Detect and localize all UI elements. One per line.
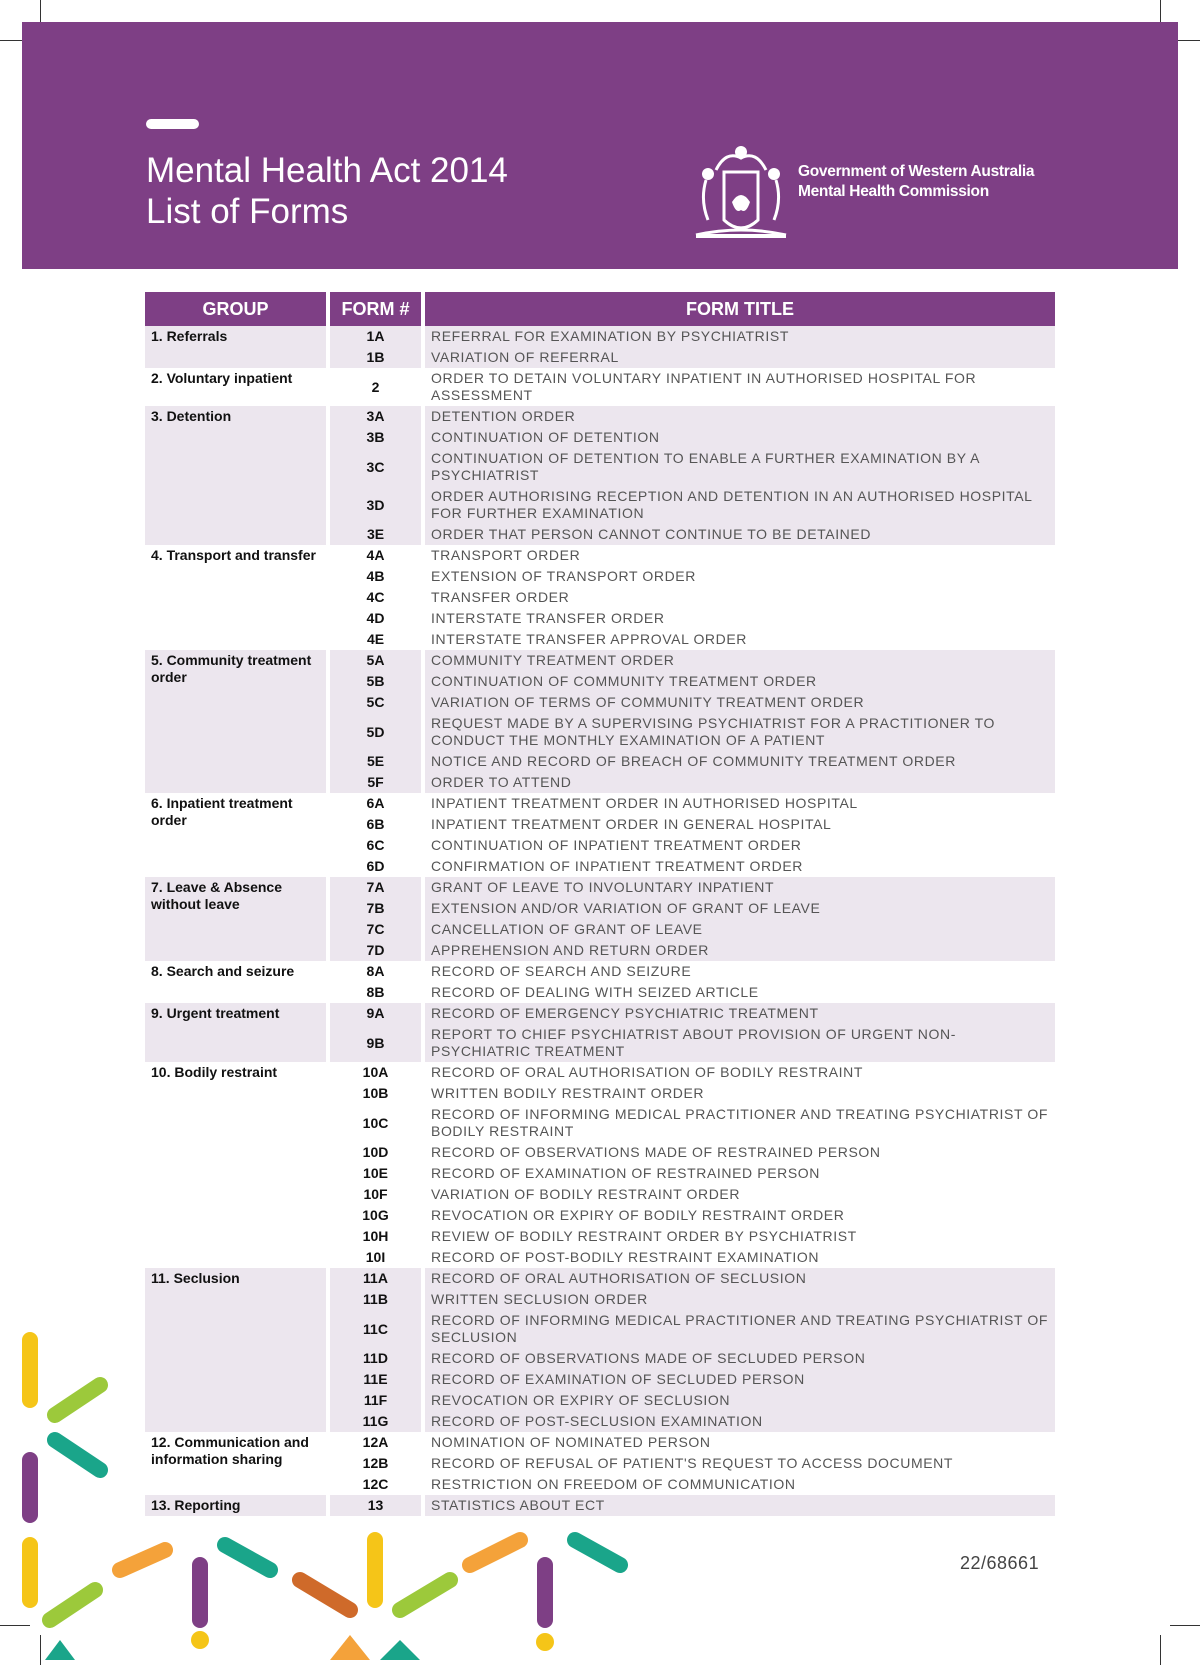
form-number: 11F bbox=[328, 1390, 423, 1411]
form-title: RECORD OF OBSERVATIONS MADE OF RESTRAINED PERSON bbox=[423, 1142, 1055, 1163]
form-title: INPATIENT TREATMENT ORDER IN AUTHORISED HOSPITAL bbox=[423, 793, 1055, 814]
form-title: RECORD OF EMERGENCY PSYCHIATRIC TREATMENT bbox=[423, 1003, 1055, 1024]
form-title: ORDER AUTHORISING RECEPTION AND DETENTION IN AN AUTHORISED HOSPITAL FOR FURTHER EXAMINATION bbox=[423, 486, 1055, 524]
header-group: GROUP bbox=[145, 292, 328, 326]
form-title: WRITTEN BODILY RESTRAINT ORDER bbox=[423, 1083, 1055, 1104]
form-title: RECORD OF REFUSAL OF PATIENT'S REQUEST TO ACCESS DOCUMENT bbox=[423, 1453, 1055, 1474]
form-number: 3E bbox=[328, 524, 423, 545]
group-name: 10. Bodily restraint bbox=[145, 1062, 328, 1268]
group-name: 1. Referrals bbox=[145, 326, 328, 368]
group-name: 11. Seclusion bbox=[145, 1268, 328, 1432]
form-number: 10D bbox=[328, 1142, 423, 1163]
form-title: REQUEST MADE BY A SUPERVISING PSYCHIATRIST FOR A PRACTITIONER TO CONDUCT THE MONTHLY EXAMINATION OF A PATIENT bbox=[423, 713, 1055, 751]
form-title: RECORD OF SEARCH AND SEIZURE bbox=[423, 961, 1055, 982]
decor-petal bbox=[120, 1550, 165, 1570]
group-name: 7. Leave & Absence without leave bbox=[145, 877, 328, 961]
form-title: RECORD OF ORAL AUTHORISATION OF BODILY RESTRAINT bbox=[423, 1062, 1055, 1083]
form-title: CONTINUATION OF DETENTION bbox=[423, 427, 1055, 448]
decor-petal bbox=[55, 1440, 100, 1470]
table-row bbox=[145, 1062, 1055, 1083]
form-number: 6B bbox=[328, 814, 423, 835]
form-number: 10A bbox=[328, 1062, 423, 1083]
form-title: INPATIENT TREATMENT ORDER IN GENERAL HOSPITAL bbox=[423, 814, 1055, 835]
group-name: 8. Search and seizure bbox=[145, 961, 328, 1003]
table-row bbox=[145, 326, 1055, 347]
form-title: ORDER TO DETAIN VOLUNTARY INPATIENT IN AUTHORISED HOSPITAL FOR ASSESSMENT bbox=[423, 368, 1055, 406]
form-title: REVOCATION OR EXPIRY OF SECLUSION bbox=[423, 1390, 1055, 1411]
form-number: 10C bbox=[328, 1104, 423, 1142]
group-name: 4. Transport and transfer bbox=[145, 545, 328, 650]
header-form-number: FORM # bbox=[328, 292, 423, 326]
group-name: 2. Voluntary inpatient bbox=[145, 368, 328, 406]
form-title: CONFIRMATION OF INPATIENT TREATMENT ORDER bbox=[423, 856, 1055, 877]
header-dash bbox=[146, 119, 199, 129]
decorative-flower-graphic bbox=[0, 1300, 640, 1665]
form-title: VARIATION OF REFERRAL bbox=[423, 347, 1055, 368]
form-number: 4A bbox=[328, 545, 423, 566]
form-number: 10B bbox=[328, 1083, 423, 1104]
group-name: 12. Communication and information sharing bbox=[145, 1432, 328, 1495]
form-title: GRANT OF LEAVE TO INVOLUNTARY INPATIENT bbox=[423, 877, 1055, 898]
commission-name: Mental Health Commission bbox=[798, 183, 989, 200]
form-number: 5E bbox=[328, 751, 423, 772]
form-title: RECORD OF DEALING WITH SEIZED ARTICLE bbox=[423, 982, 1055, 1003]
decor-petal bbox=[55, 1385, 100, 1415]
form-number: 13 bbox=[328, 1495, 423, 1516]
form-title: RECORD OF POST-BODILY RESTRAINT EXAMINATION bbox=[423, 1247, 1055, 1268]
table-row bbox=[145, 877, 1055, 898]
form-number: 12C bbox=[328, 1474, 423, 1495]
table-row bbox=[145, 1003, 1055, 1024]
form-title: EXTENSION AND/OR VARIATION OF GRANT OF LEAVE bbox=[423, 898, 1055, 919]
decor-wedge bbox=[380, 1640, 420, 1660]
decor-petal bbox=[300, 1580, 350, 1610]
form-number: 11D bbox=[328, 1348, 423, 1369]
crop-mark bbox=[1160, 1635, 1161, 1665]
form-number: 7A bbox=[328, 877, 423, 898]
form-title: REPORT TO CHIEF PSYCHIATRIST ABOUT PROVISION OF URGENT NON-PSYCHIATRIC TREATMENT bbox=[423, 1024, 1055, 1062]
form-title: REFERRAL FOR EXAMINATION BY PSYCHIATRIST bbox=[423, 326, 1055, 347]
table-row bbox=[145, 368, 1055, 406]
form-title: DETENTION ORDER bbox=[423, 406, 1055, 427]
header-banner bbox=[22, 22, 1178, 269]
table-row bbox=[145, 650, 1055, 671]
form-title: EXTENSION OF TRANSPORT ORDER bbox=[423, 566, 1055, 587]
form-number: 3D bbox=[328, 486, 423, 524]
form-title: RECORD OF INFORMING MEDICAL PRACTITIONER AND TREATING PSYCHIATRIST OF BODILY RESTRAINT bbox=[423, 1104, 1055, 1142]
form-number: 7D bbox=[328, 940, 423, 961]
group-name: 3. Detention bbox=[145, 406, 328, 545]
form-title: NOMINATION OF NOMINATED PERSON bbox=[423, 1432, 1055, 1453]
form-number: 6C bbox=[328, 835, 423, 856]
crop-mark bbox=[1170, 1625, 1200, 1626]
form-title: CONTINUATION OF COMMUNITY TREATMENT ORDER bbox=[423, 671, 1055, 692]
form-number: 3B bbox=[328, 427, 423, 448]
form-number: 4C bbox=[328, 587, 423, 608]
form-number: 1B bbox=[328, 347, 423, 368]
document-number: 22/68661 bbox=[960, 1553, 1040, 1573]
form-number: 10E bbox=[328, 1163, 423, 1184]
form-number: 11E bbox=[328, 1369, 423, 1390]
form-number: 10I bbox=[328, 1247, 423, 1268]
decor-petal bbox=[50, 1590, 95, 1620]
form-title: CANCELLATION OF GRANT OF LEAVE bbox=[423, 919, 1055, 940]
form-number: 7B bbox=[328, 898, 423, 919]
table-header-row bbox=[145, 292, 1055, 326]
form-number: 6D bbox=[328, 856, 423, 877]
form-title: STATISTICS ABOUT ECT bbox=[423, 1495, 1055, 1516]
group-name: 5. Community treatment order bbox=[145, 650, 328, 793]
group-name: 6. Inpatient treatment order bbox=[145, 793, 328, 877]
title-line-2: List of Forms bbox=[146, 192, 349, 231]
group-name: 9. Urgent treatment bbox=[145, 1003, 328, 1062]
form-number: 6A bbox=[328, 793, 423, 814]
form-title: TRANSFER ORDER bbox=[423, 587, 1055, 608]
form-number: 11B bbox=[328, 1289, 423, 1310]
form-title: APPREHENSION AND RETURN ORDER bbox=[423, 940, 1055, 961]
decor-wedge bbox=[45, 1640, 75, 1660]
decor-petal bbox=[400, 1580, 450, 1610]
form-title: RECORD OF EXAMINATION OF RESTRAINED PERSON bbox=[423, 1163, 1055, 1184]
form-title: RECORD OF ORAL AUTHORISATION OF SECLUSION bbox=[423, 1268, 1055, 1289]
form-number: 12A bbox=[328, 1432, 423, 1453]
form-number: 11A bbox=[328, 1268, 423, 1289]
form-number: 4D bbox=[328, 608, 423, 629]
form-title: VARIATION OF BODILY RESTRAINT ORDER bbox=[423, 1184, 1055, 1205]
table-row bbox=[145, 961, 1055, 982]
table-row bbox=[145, 1268, 1055, 1289]
form-title: RECORD OF OBSERVATIONS MADE OF SECLUDED PERSON bbox=[423, 1348, 1055, 1369]
form-number: 7C bbox=[328, 919, 423, 940]
form-title: CONTINUATION OF DETENTION TO ENABLE A FURTHER EXAMINATION BY A PSYCHIATRIST bbox=[423, 448, 1055, 486]
form-title: RECORD OF EXAMINATION OF SECLUDED PERSON bbox=[423, 1369, 1055, 1390]
form-title: WRITTEN SECLUSION ORDER bbox=[423, 1289, 1055, 1310]
decor-petal bbox=[575, 1540, 620, 1565]
title-line-1: Mental Health Act 2014 bbox=[146, 151, 508, 190]
form-number: 5A bbox=[328, 650, 423, 671]
form-number: 11G bbox=[328, 1411, 423, 1432]
form-number: 4E bbox=[328, 629, 423, 650]
form-number: 3C bbox=[328, 448, 423, 486]
form-number: 5C bbox=[328, 692, 423, 713]
decor-dot bbox=[536, 1633, 554, 1651]
form-title: RESTRICTION ON FREEDOM OF COMMUNICATION bbox=[423, 1474, 1055, 1495]
form-number: 3A bbox=[328, 406, 423, 427]
table-row bbox=[145, 793, 1055, 814]
table-row bbox=[145, 406, 1055, 427]
form-number: 8B bbox=[328, 982, 423, 1003]
form-title: RECORD OF INFORMING MEDICAL PRACTITIONER AND TREATING PSYCHIATRIST OF SECLUSION bbox=[423, 1310, 1055, 1348]
group-name: 13. Reporting bbox=[145, 1495, 328, 1516]
form-title: NOTICE AND RECORD OF BREACH OF COMMUNITY TREATMENT ORDER bbox=[423, 751, 1055, 772]
form-number: 5F bbox=[328, 772, 423, 793]
form-number: 10F bbox=[328, 1184, 423, 1205]
form-number: 10G bbox=[328, 1205, 423, 1226]
form-number: 4B bbox=[328, 566, 423, 587]
coat-of-arms-icon bbox=[686, 140, 796, 244]
form-title: ORDER THAT PERSON CANNOT CONTINUE TO BE DETAINED bbox=[423, 524, 1055, 545]
form-title: REVOCATION OR EXPIRY OF BODILY RESTRAINT ORDER bbox=[423, 1205, 1055, 1226]
form-title: RECORD OF POST-SECLUSION EXAMINATION bbox=[423, 1411, 1055, 1432]
table-row bbox=[145, 545, 1055, 566]
form-number: 5B bbox=[328, 671, 423, 692]
form-title: VARIATION OF TERMS OF COMMUNITY TREATMENT ORDER bbox=[423, 692, 1055, 713]
form-number: 5D bbox=[328, 713, 423, 751]
page-title bbox=[146, 150, 508, 232]
form-number: 9B bbox=[328, 1024, 423, 1062]
header-form-title: FORM TITLE bbox=[423, 292, 1055, 326]
decor-petal bbox=[225, 1545, 270, 1570]
form-title: ORDER TO ATTEND bbox=[423, 772, 1055, 793]
form-number: 8A bbox=[328, 961, 423, 982]
decor-petal bbox=[470, 1540, 520, 1565]
government-name: Government of Western Australia bbox=[798, 163, 1035, 180]
form-title: COMMUNITY TREATMENT ORDER bbox=[423, 650, 1055, 671]
form-number: 1A bbox=[328, 326, 423, 347]
form-title: CONTINUATION OF INPATIENT TREATMENT ORDER bbox=[423, 835, 1055, 856]
decor-dot bbox=[191, 1631, 209, 1649]
decor-wedge bbox=[330, 1635, 370, 1660]
form-number: 12B bbox=[328, 1453, 423, 1474]
form-number: 11C bbox=[328, 1310, 423, 1348]
form-title: TRANSPORT ORDER bbox=[423, 545, 1055, 566]
form-number: 10H bbox=[328, 1226, 423, 1247]
form-title: INTERSTATE TRANSFER ORDER bbox=[423, 608, 1055, 629]
government-logo-text bbox=[798, 162, 1034, 202]
form-title: REVIEW OF BODILY RESTRAINT ORDER BY PSYCHIATRIST bbox=[423, 1226, 1055, 1247]
form-number: 2 bbox=[328, 368, 423, 406]
form-number: 9A bbox=[328, 1003, 423, 1024]
form-title: INTERSTATE TRANSFER APPROVAL ORDER bbox=[423, 629, 1055, 650]
